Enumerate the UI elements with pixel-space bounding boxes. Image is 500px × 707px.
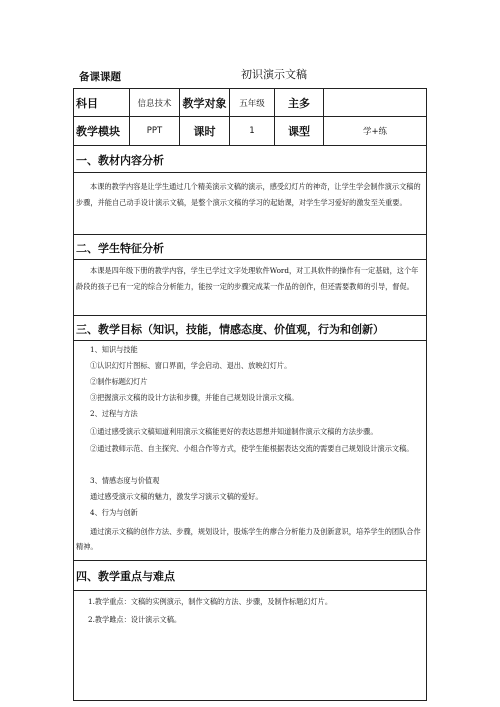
lesson-plan-table xyxy=(73,88,427,701)
section-2-header xyxy=(74,235,426,260)
knowledge-item-3: ③把握演示文稿的设计方法和步骤，并能自己规划设计演示文稿。 xyxy=(90,393,299,402)
main-label: 主多 xyxy=(275,89,324,116)
section-4-title: 四、教学重点与难点 xyxy=(76,570,175,583)
section-3-content xyxy=(74,341,426,561)
module-label: 教学模块 xyxy=(74,117,130,145)
knowledge-item-2: ②制作标题幻灯片 xyxy=(90,377,148,386)
knowledge-item-1: ①认识幻灯片图标、窗口界面，学会启动、退出、放映幻灯片。 xyxy=(90,361,292,370)
type-value: 学+练 xyxy=(362,127,388,137)
section-2-content xyxy=(74,260,426,316)
section-4-content xyxy=(74,591,426,700)
process-method-title: 2、过程与方法 xyxy=(90,409,138,418)
lesson-topic-label: 备课课题 xyxy=(79,71,121,83)
key-point: 1.教学重点：文稿的实例演示，制作文稿的方法、步骤，及制作标题幻灯片。 xyxy=(88,597,333,606)
subject-label: 科目 xyxy=(74,89,130,116)
audience-label: 教学对象 xyxy=(180,89,230,116)
behavior-item-1: 通过演示文稿的创作方法、步骤，规划设计，股炼学生的瘳合分析能力及创新意识，培养学生的团队合作精神。 xyxy=(76,527,421,551)
section-3-header xyxy=(74,316,426,341)
process-item-2: ②通过教师示范、自主探究、小组合作等方式，使学生能根据表达交流的需要自己规划设计演示文稿。 xyxy=(90,444,414,453)
period-label: 课时 xyxy=(180,117,230,145)
section-1-title: 一、教材内容分析 xyxy=(76,154,164,167)
type-label: 课型 xyxy=(275,117,324,145)
audience-value: 五年级 xyxy=(230,89,275,116)
section-4-header xyxy=(74,561,426,591)
main-value xyxy=(324,89,426,116)
behavior-innovation-title: 4、行为与创新 xyxy=(90,508,138,517)
emotion-values-title: 3、情感态度与价值观 xyxy=(90,476,160,485)
section-1-header xyxy=(74,146,426,173)
section-2-title: 二、学生特征分析 xyxy=(76,242,164,255)
section-1-body: 本课的教学内容是让学生通过几个精美演示文稿的演示，感受幻灯片的神奇，让学生学会制作演示文稿的步骤，并能自己动手设计演示文稿，是整个演示文稿的学习的起始课，对学生学习爱好的激发至关重要。 xyxy=(76,182,421,207)
lesson-title: 初识演示文稿 xyxy=(241,68,307,81)
section-1-content xyxy=(74,173,426,235)
section-3-title: 三、教学目标（知识，技能，情感态度、价值观，行为和创新） xyxy=(76,323,384,336)
difficult-point: 2.教学雎点：设计演示文稿。 xyxy=(88,615,182,624)
subject-value: 信息技术 xyxy=(130,89,180,116)
period-value: 1 xyxy=(230,117,275,145)
module-value: PPT xyxy=(130,117,180,145)
knowledge-skills-title: 1、知识与技能 xyxy=(90,345,138,354)
process-item-1: ①通过感受演示文稿知道利用演示文稿能更好的表达思想并知道制作演示文稿的方法步骤。 xyxy=(90,427,378,436)
section-2-body: 本课是四年级下册的教学内容，学生已学过文字处理软件Word，对工具软件的操作有一定基础，这个年龄段的孩子已有一定的综合分析能力，能按一定的步骤完成某一作品的创作，但还需要教师的引导，督促。 xyxy=(76,266,419,291)
info-row-1 xyxy=(74,89,426,117)
emotion-item-1: 通过感受演示文稿的魅力，激发学习演示文稿的爱好。 xyxy=(90,492,263,501)
info-row-2 xyxy=(74,117,426,146)
